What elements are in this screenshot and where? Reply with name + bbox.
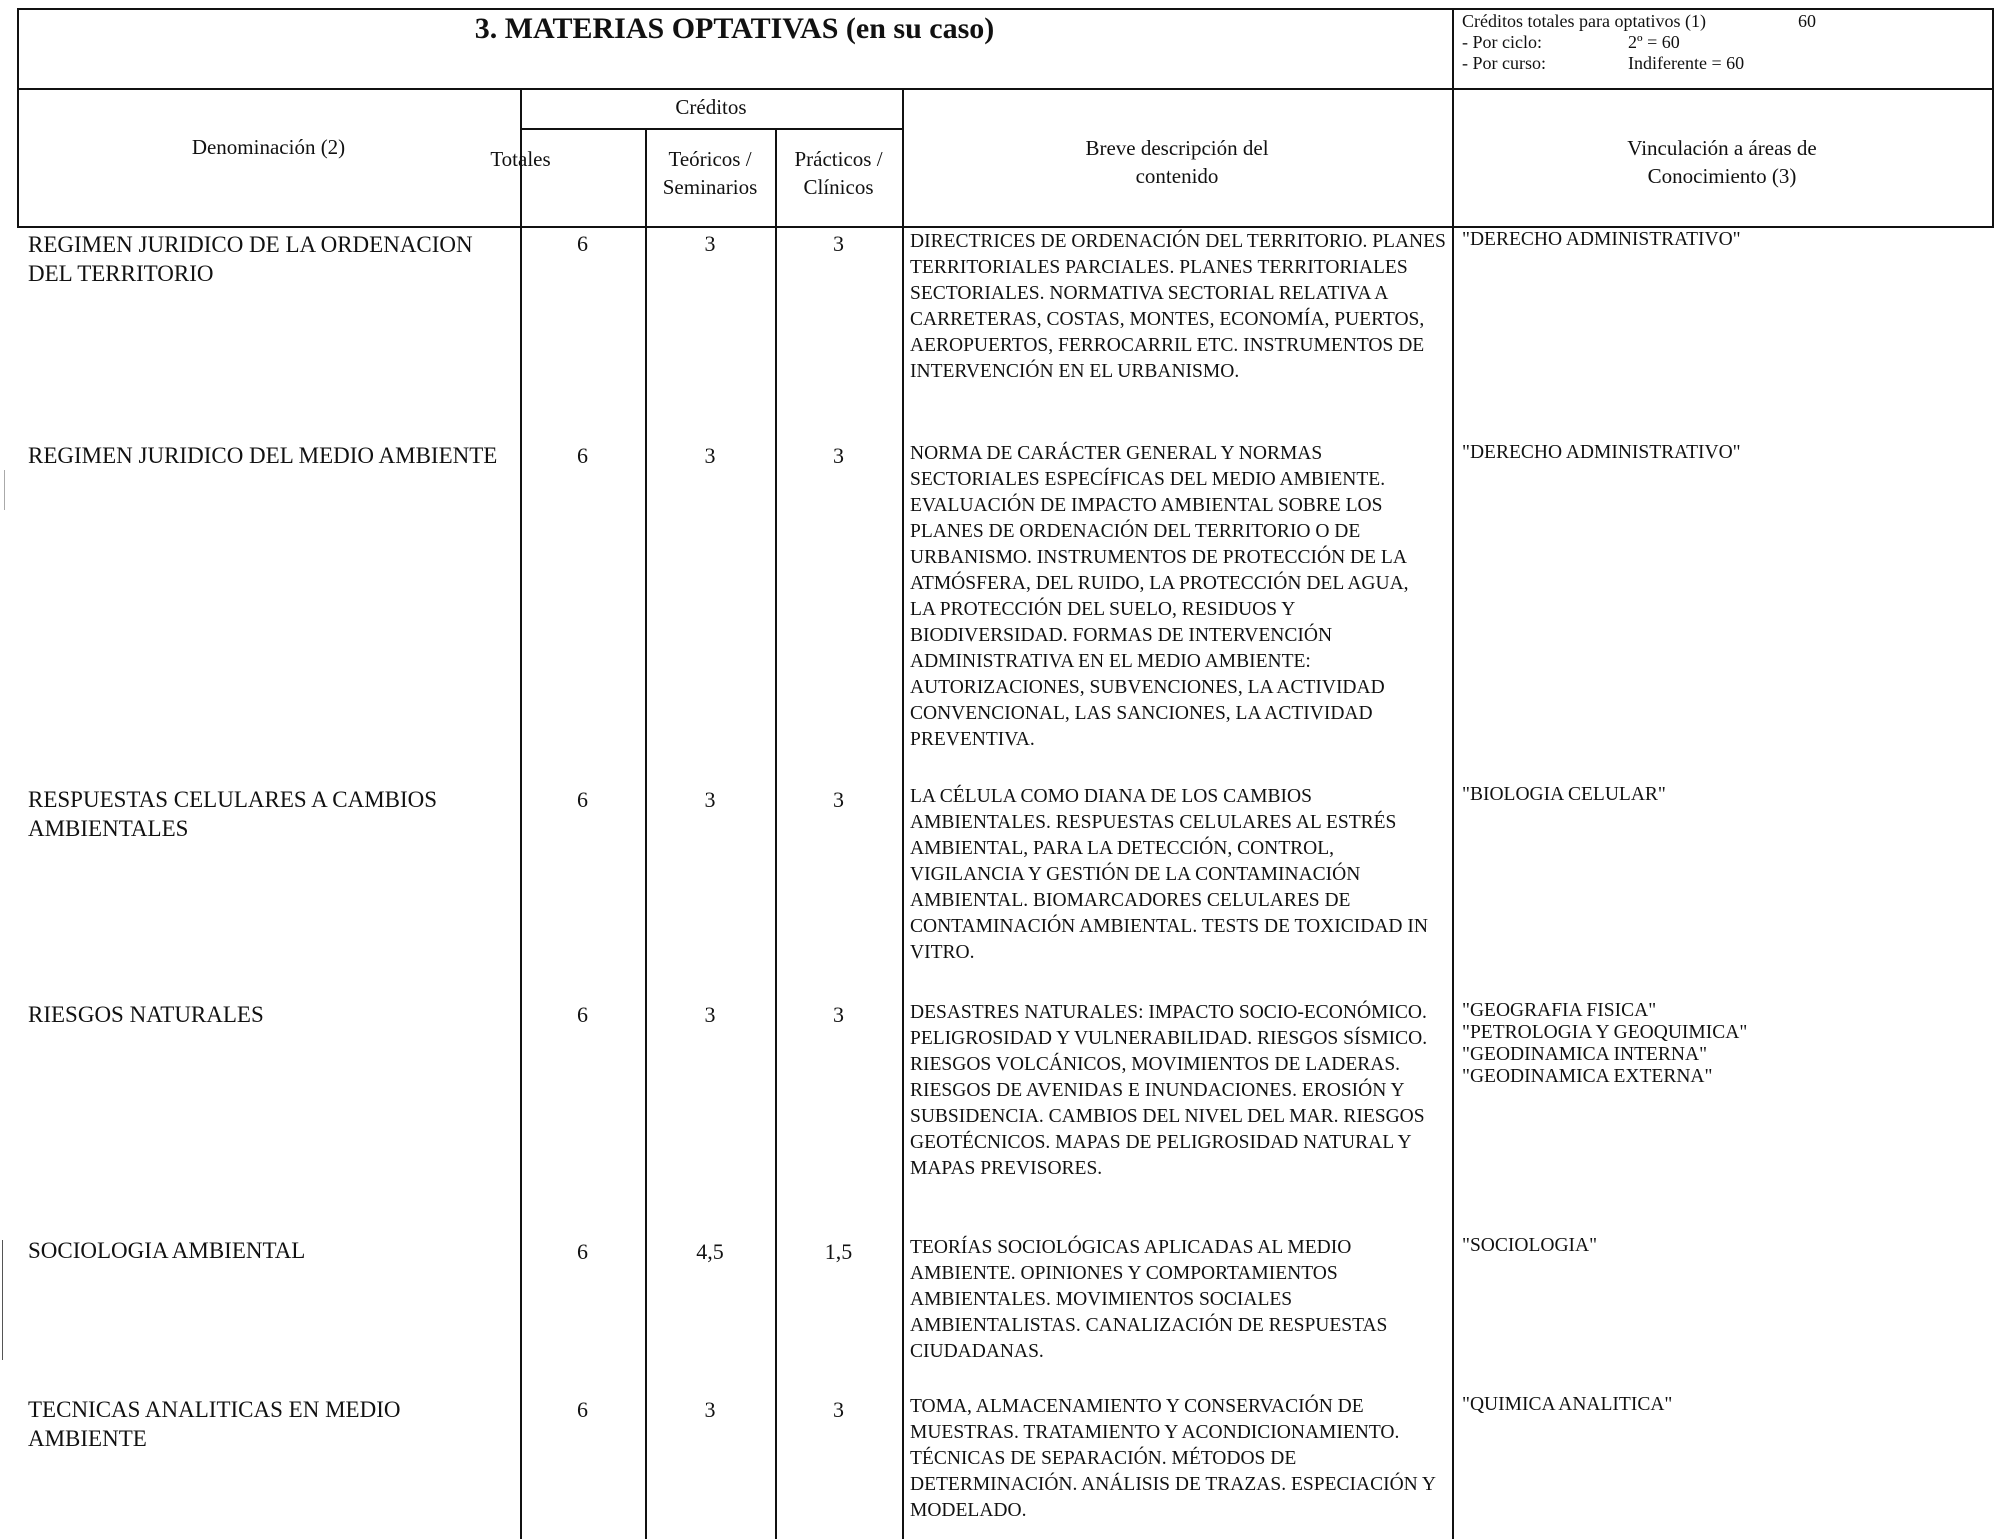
header-vinculacion-line1: Vinculación a áreas de [1627,136,1817,160]
col-divider-name [520,88,522,1539]
summary-divider [1452,8,1454,90]
header-teoricos-line2: Seminarios [662,175,758,199]
header-descripcion-line2: contenido [1135,164,1219,188]
subject-name: SOCIOLOGIA AMBIENTAL [28,1238,306,1263]
header-creditos: Créditos [675,95,747,119]
col-divider-practicos [902,88,904,1539]
credits-teoricos: 3 [704,787,716,812]
header-practicos [775,145,902,201]
subject-name: RESPUESTAS CELULARES A CAMBIOS AMBIENTALES [28,787,438,841]
summary-ciclo-label: - Por ciclo: [1462,32,1542,52]
creditos-divider [520,128,902,130]
knowledge-areas [1462,784,1982,806]
title-divider [17,88,1994,90]
subject-description: TOMA, ALMACENAMIENTO Y CONSERVACIÓN DE MUESTRAS. TRATAMIENTO Y ACONDICIONAMIENTO. TÉCNICAS DE SEPARACIÓN. MÉTODOS DE DETERMINACIÓN. ANÁLISIS DE TRAZAS. ESPECIACIÓN Y MODELADO. [910,1396,1436,1521]
credits-totales: 6 [577,1397,588,1422]
summary-line-curso [1462,53,1990,74]
knowledge-area: "BIOLOGIA CELULAR" [1462,784,1666,805]
scan-mark [4,470,5,510]
credits-teoricos: 4,5 [696,1239,724,1264]
subject-description: DIRECTRICES DE ORDENACIÓN DEL TERRITORIO. PLANES TERRITORIALES PARCIALES. PLANES TERRITORIALES SECTORIALES. NORMATIVA SECTORIAL RELATIVA A CARRETERAS, COSTAS, MONTES, ECONOMÍA, PUERTOS, AEROPUERTOS, FERROCARRIL ETC. INSTRUMENTOS DE INTERVENCIÓN EN EL URBANISMO. [910,231,1446,382]
header-vinculacion-line2: Conocimiento (3) [1647,164,1797,188]
header-practicos-line2: Clínicos [803,175,874,199]
knowledge-area: "SOCIOLOGIA" [1462,1235,1598,1256]
credits-totales: 6 [577,1239,588,1264]
summary-total-label: Créditos totales para optativos (1) [1462,11,1706,31]
credits-practicos: 3 [833,787,844,812]
summary-curso-value: Indiferente = 60 [1628,53,1745,73]
header-denominacion: Denominación (2) [191,135,346,159]
credits-teoricos: 3 [704,231,716,256]
knowledge-area: "GEOGRAFIA FISICA" [1462,1000,1657,1021]
knowledge-area: "DERECHO ADMINISTRATIVO" [1462,229,1741,250]
subject-name: REGIMEN JURIDICO DE LA ORDENACION DEL TERRITORIO [28,232,473,286]
header-bottom-border [17,226,1994,228]
summary-curso-label: - Por curso: [1462,53,1546,73]
subject-name: RIESGOS NATURALES [28,1002,264,1027]
knowledge-area: "PETROLOGIA Y GEOQUIMICA" [1462,1022,1748,1043]
subject-description: TEORÍAS SOCIOLÓGICAS APLICADAS AL MEDIO AMBIENTE. OPINIONES Y COMPORTAMIENTOS AMBIENTALES. MOVIMIENTOS SOCIALES AMBIENTALISTAS. CANALIZACIÓN DE RESPUESTAS CIUDADANAS. [910,1237,1388,1362]
knowledge-area: "GEODINAMICA INTERNA" [1462,1044,1708,1065]
summary-line-ciclo [1462,32,1990,53]
col-divider-teoricos [775,128,777,1539]
section-title: 3. MATERIAS OPTATIVAS (en su caso) [474,12,995,45]
scan-mark [2,1240,3,1360]
credits-practicos: 3 [833,443,844,468]
header-descripcion-line1: Breve descripción del [1085,136,1269,160]
subject-name: TECNICAS ANALITICAS EN MEDIO AMBIENTE [28,1397,401,1451]
subject-description: LA CÉLULA COMO DIANA DE LOS CAMBIOS AMBIENTALES. RESPUESTAS CELULARES AL ESTRÉS AMBIENTAL, PARA LA DETECCIÓN, CONTROL, VIGILANCIA Y GESTIÓN DE LA CONTAMINACIÓN AMBIENTAL. BIOMARCADORES CELULARES DE CONTAMINACIÓN AMBIENTAL. TESTS DE TOXICIDAD IN VITRO. [910,786,1428,963]
credits-totales: 6 [577,443,588,468]
header-descripcion [902,134,1452,190]
col-divider-descripcion [1452,88,1454,1539]
knowledge-areas [1462,1394,1982,1416]
summary-line-total [1462,11,1990,32]
knowledge-areas [1462,229,1982,251]
credits-summary [1462,11,1990,74]
summary-ciclo-value: 2º = 60 [1628,32,1680,52]
header-teoricos [645,145,775,201]
knowledge-areas [1462,442,1982,464]
subject-description: NORMA DE CARÁCTER GENERAL Y NORMAS SECTORIALES ESPECÍFICAS DEL MEDIO AMBIENTE. EVALUACIÓN DE IMPACTO AMBIENTAL SOBRE LOS PLANES DE ORDENACIÓN DEL TERRITORIO O DE URBANISMO. INSTRUMENTOS DE PROTECCIÓN DE LA ATMÓSFERA, DEL RUIDO, LA PROTECCIÓN DEL AGUA, LA PROTECCIÓN DEL SUELO, RESIDUOS Y BIODIVERSIDAD. FORMAS DE INTERVENCIÓN ADMINISTRATIVA EN EL MEDIO AMBIENTE: AUTORIZACIONES, SUBVENCIONES, LA ACTIVIDAD CONVENCIONAL, LAS SANCIONES, LA ACTIVIDAD PREVENTIVA. [910,443,1409,750]
credits-practicos: 1,5 [824,1239,853,1264]
header-totales: Totales [490,147,551,171]
credits-totales: 6 [577,787,588,812]
col-divider-totales [645,128,647,1539]
credits-totales: 6 [577,231,588,256]
subject-description: DESASTRES NATURALES: IMPACTO SOCIO-ECONÓMICO. PELIGROSIDAD Y VULNERABILIDAD. RIESGOS SÍSMICO. RIESGOS VOLCÁNICOS, MOVIMIENTOS DE LADERAS. RIESGOS DE AVENIDAS E INUNDACIONES. EROSIÓN Y SUBSIDENCIA. CAMBIOS DEL NIVEL DEL MAR. RIESGOS GEOTÉCNICOS. MAPAS DE PELIGROSIDAD NATURAL Y MAPAS PREVISORES. [910,1002,1428,1179]
knowledge-area: "DERECHO ADMINISTRATIVO" [1462,442,1741,463]
header-vinculacion [1452,134,1992,190]
table-right-border [1992,8,1994,228]
credits-teoricos: 3 [704,443,716,468]
credits-practicos: 3 [833,1397,844,1422]
credits-totales: 6 [577,1002,588,1027]
knowledge-area: "QUIMICA ANALITICA" [1462,1394,1673,1415]
knowledge-areas [1462,1235,1982,1257]
subject-name: REGIMEN JURIDICO DEL MEDIO AMBIENTE [28,443,498,468]
credits-practicos: 3 [833,231,844,256]
credits-practicos: 3 [833,1002,844,1027]
knowledge-areas [1462,1000,1982,1088]
header-practicos-line1: Prácticos / [794,147,883,171]
knowledge-area: "GEODINAMICA EXTERNA" [1462,1066,1713,1087]
summary-total-value: 60 [1798,11,1816,31]
credits-teoricos: 3 [704,1397,716,1422]
table-top-border [17,8,1994,10]
credits-teoricos: 3 [704,1002,716,1027]
header-teoricos-line1: Teóricos / [668,147,752,171]
